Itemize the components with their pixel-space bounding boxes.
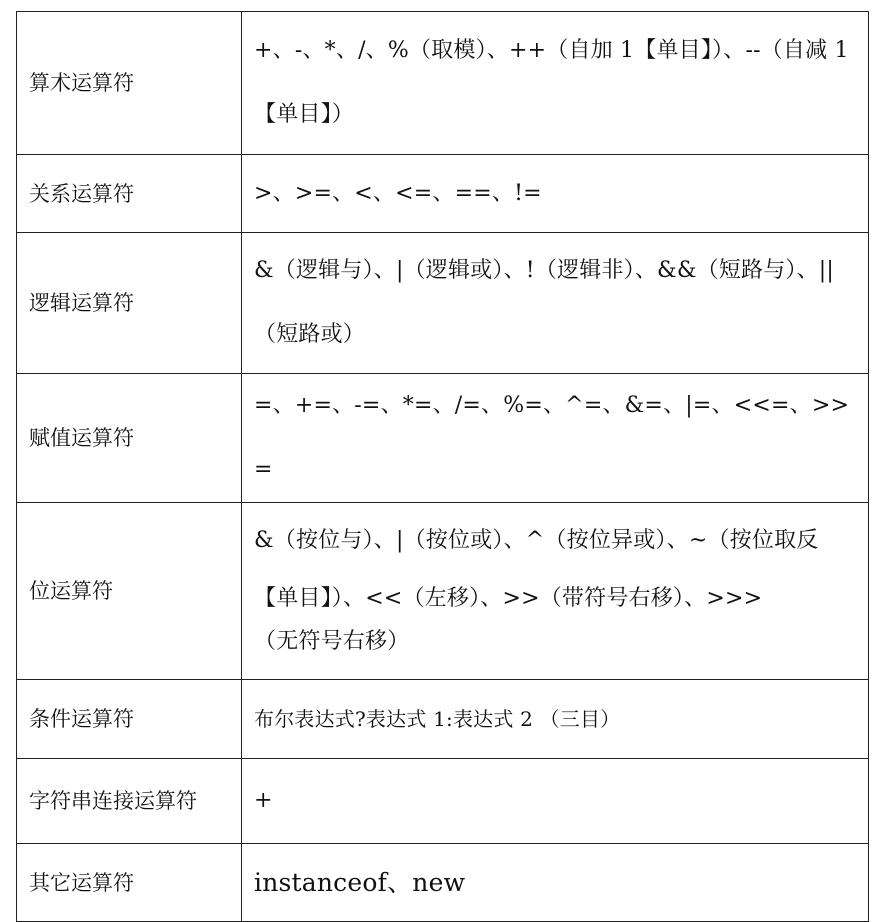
operator-category: 条件运算符 [17, 680, 242, 759]
operator-list-cell [242, 844, 869, 922]
operator-category: 赋值运算符 [17, 374, 242, 503]
operator-category: 关系运算符 [17, 155, 242, 233]
operator-list: + [254, 788, 273, 813]
table-row [17, 233, 869, 374]
table-row [17, 374, 869, 503]
table-row [17, 844, 869, 922]
operator-category: 位运算符 [17, 503, 242, 680]
table-row [17, 12, 869, 155]
operator-list: +、-、*、/、%（取模）、++（自加 1【单目】）、--（自减 1【单目】） [254, 38, 849, 127]
operator-list: 布尔表达式?表达式 1:表达式 2 （三目） [254, 707, 621, 731]
operator-list: =、+=、-=、*=、/=、%=、^=、&=、|=、<<=、>>= [254, 393, 850, 482]
operator-category: 算术运算符 [17, 12, 242, 155]
operator-category: 字符串连接运算符 [17, 759, 242, 844]
operator-list: &（逻辑与）、|（逻辑或）、!（逻辑非）、&&（短路与）、||（短路或） [254, 258, 835, 347]
operator-list-cell [242, 503, 869, 680]
operator-list-tail: （无符号右移） [254, 629, 410, 654]
operator-list-cell [242, 233, 869, 374]
table-row [17, 680, 869, 759]
operator-list-cell [242, 12, 869, 155]
table-row [17, 759, 869, 844]
table-row [17, 503, 869, 680]
operator-list: >、>=、<、<=、==、!= [254, 180, 542, 206]
operator-list-cell [242, 680, 869, 759]
operator-list: instanceof、new [254, 867, 466, 897]
operators-table [16, 11, 869, 922]
operator-list-cell [242, 155, 869, 233]
operator-list [254, 512, 860, 670]
operator-category: 逻辑运算符 [17, 233, 242, 374]
operator-list-main: &（按位与）、|（按位或）、^（按位异或）、~（按位取反【单目】）、<<（左移）、>>（带符号右移）、>>> [254, 528, 819, 611]
operator-category: 其它运算符 [17, 844, 242, 922]
table-row [17, 155, 869, 233]
operator-list-cell [242, 374, 869, 503]
operator-list-cell [242, 759, 869, 844]
